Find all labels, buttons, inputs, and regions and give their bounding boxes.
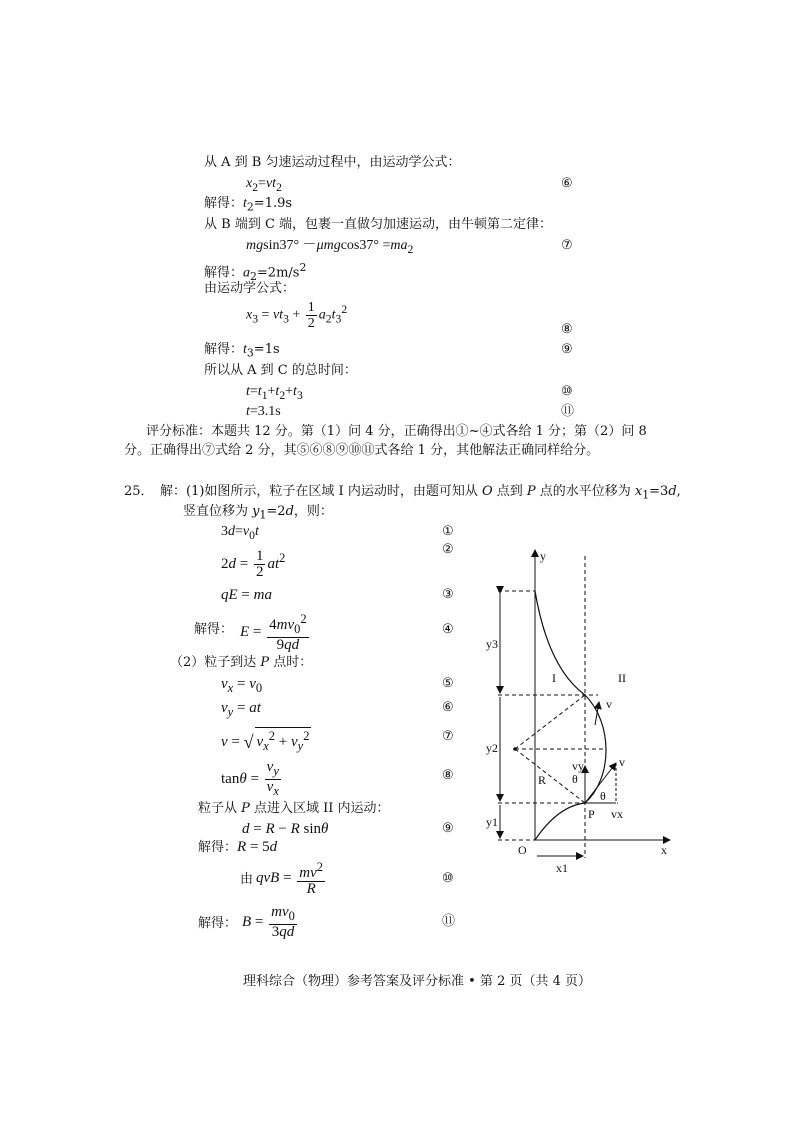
eq11-B: B = $\frac{mv_0}{3qd}$ [242, 904, 295, 940]
enter-region-ii: 粒子从 P 点进入区域 II 内运动： [198, 801, 390, 816]
circled-5: ⑤ [442, 676, 454, 691]
res-r: 解得：R = 5d [198, 839, 278, 855]
scoring-line-2: 分。正确得出⑦式给 2 分，其⑤⑥⑧⑨⑩⑪式各给 1 分，其他解法正确同样给分。 [124, 443, 600, 458]
y-axis-label: y [540, 549, 546, 563]
x-axis-label: x [661, 843, 667, 857]
radius-label: R [538, 773, 547, 787]
scoring-line-1: 评分标准：本题共 12 分。第（1）问 4 分，正确得出①~④式各给 1 分；第（2）问 8 [146, 424, 647, 439]
eq1: $3d=v_0t$ [221, 524, 259, 542]
circled-8b: ⑧ [442, 768, 454, 783]
eq8-tan: tanθ = $\frac{v_y}{v_x}$ [221, 759, 279, 798]
v-label-p: v [619, 755, 625, 769]
from-label: 由 [240, 872, 254, 887]
eq10-total: $t=t_1+t_2+t_3$ [246, 384, 303, 402]
res-t3: 解得：$t_3=1s$ [204, 342, 280, 360]
region-ii-label: II [618, 671, 626, 685]
trajectory-diagram [478, 538, 678, 878]
eq10-qvb: qvB = $\frac{mv^2}{R}$ [256, 860, 324, 897]
p25-intro-1: 解：(1)如图所示，粒子在区域 I 内运动时，由题可知从 O 点到 P 点的水平位移为 $x_1=3d$, [160, 484, 681, 502]
res-t2: 解得：$t_2=1.9s$ [204, 196, 293, 214]
circled-1: ① [442, 524, 454, 539]
kin-intro: 由运动学公式： [204, 281, 296, 296]
eq2: 2d = $\frac{1}{2}$ $at^2$ [221, 548, 286, 580]
eq4-E: E = $\frac{4mv_0^2}{9qd}$ [240, 612, 307, 653]
circled-11b: ⑪ [442, 914, 456, 929]
eq11-total: t=3.1s [246, 404, 281, 419]
res-b-label: 解得： [198, 916, 238, 931]
part2-intro: （2）粒子到达 P 点时： [170, 655, 313, 670]
theta-label-2: θ [600, 789, 606, 803]
circled-7: ⑦ [561, 238, 573, 253]
circled-7b: ⑦ [442, 729, 454, 744]
parabola-path [535, 803, 585, 840]
vy-label: vy [572, 759, 584, 773]
page-footer: 理科综合（物理）参考答案及评分标准 • 第 2 页（共 4 页） [243, 974, 592, 989]
y3-label: y3 [486, 637, 498, 651]
origin-label: O [518, 843, 527, 857]
vx-label: vx [611, 807, 623, 821]
problem-number: 25． [124, 484, 154, 499]
region-i-label: I [552, 671, 556, 685]
res-a2: 解得：$a_2=2m/s^2$ [204, 261, 307, 283]
circled-6b: ⑥ [442, 700, 454, 715]
theta-label-1: θ [572, 772, 578, 786]
v-label-top: v [606, 697, 612, 711]
circled-10b: ⑩ [442, 871, 454, 886]
circled-9: ⑨ [561, 342, 573, 357]
res-e-label: 解得： [194, 622, 234, 637]
circled-4: ④ [442, 622, 454, 637]
circled-11: ⑪ [561, 404, 575, 419]
eq6-vy: $v_y$ = at [221, 700, 261, 719]
eq7-v: v = √ $v_x^2 + v_y^2$ [221, 729, 310, 753]
eq9: d = R − R sinθ [242, 821, 329, 837]
p25-intro-2: 竖直位移为 $y_1=2d$，则： [183, 504, 333, 522]
bc-intro: 从 B 端到 C 端，包裹一直做匀加速运动，由牛顿第二定律： [204, 217, 553, 232]
y1-label: y1 [486, 815, 498, 829]
total-intro: 所以从 A 到 C 的总时间： [204, 363, 357, 378]
y2-label: y2 [486, 741, 498, 755]
circled-6: ⑥ [561, 176, 573, 191]
circled-10: ⑩ [561, 384, 573, 399]
eq5: $v_x = v_0$ [221, 676, 263, 695]
point-p-label: P [588, 807, 595, 821]
eq6-x2: $x_2=vt_2$ [246, 176, 282, 194]
circled-3: ③ [442, 587, 454, 602]
eq3: qE = ma [221, 587, 272, 603]
upper-parabola [535, 591, 585, 695]
x1-label: x1 [556, 861, 568, 875]
circled-2: ② [442, 542, 454, 557]
eq8-x3: $x_3 = vt_3$ + $\frac{1}{2}$ $a_2t_3^2$ [246, 300, 348, 331]
ab-intro: 从 A 到 B 匀速运动过程中，由运动学公式： [204, 155, 461, 170]
circled-8: ⑧ [561, 322, 573, 337]
eq7-newton: $mgsin37^\circ -\mu mgcos37^\circ =ma_2$ [246, 238, 414, 256]
circled-9b: ⑨ [442, 821, 454, 836]
